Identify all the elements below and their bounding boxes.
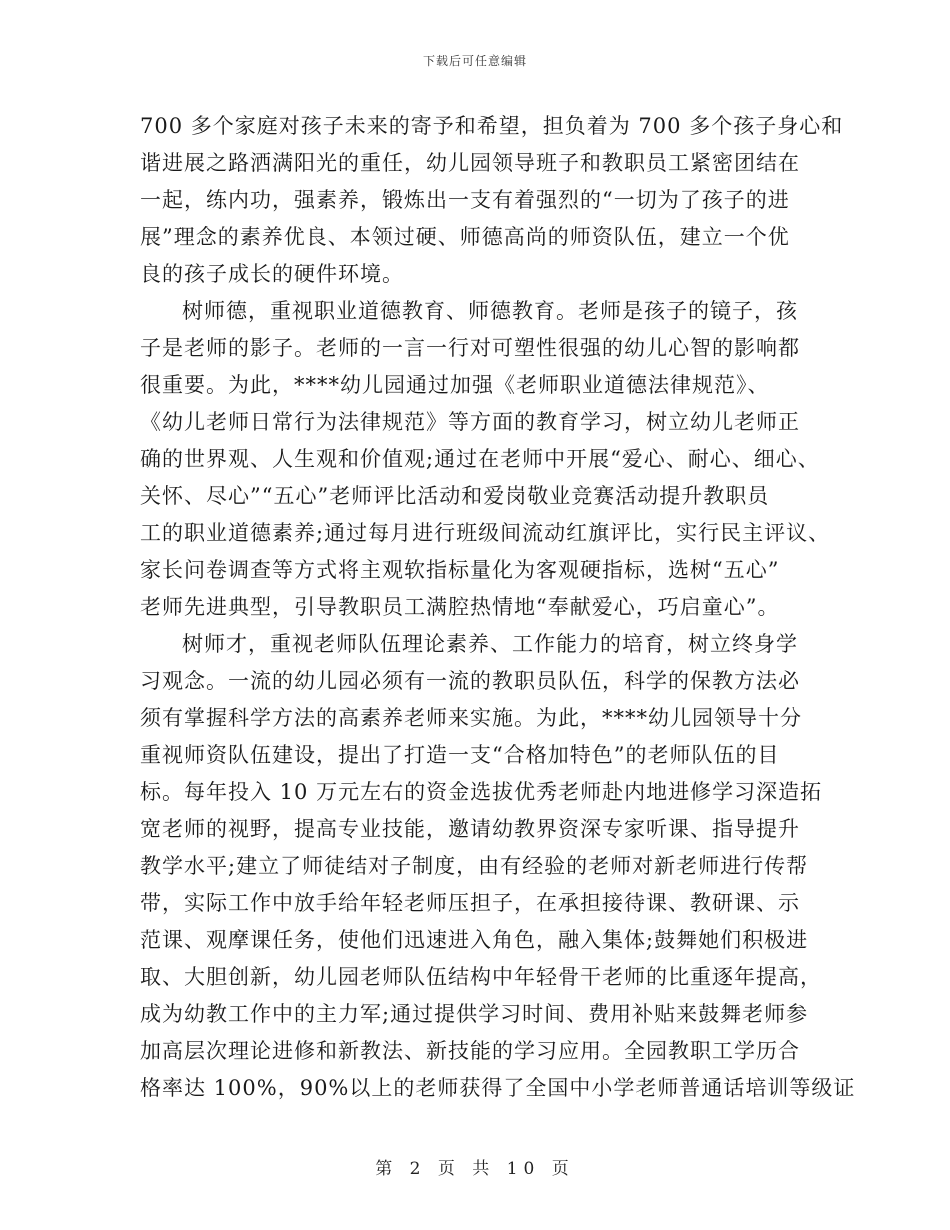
body-text [140,108,856,1107]
text-line: 很重要。为此，****幼儿园通过加强《老师职业道德法律规范》、 [140,373,770,397]
text-line: 确的世界观、人生观和价值观;通过在老师中开展“爱心、耐心、细心、 [140,447,820,471]
text-line: 家长问卷调查等方式将主观软指标量化为客观硬指标，选树“五心” [140,558,780,582]
text-line: 取、大胆创新，幼儿园老师队伍结构中年轻骨干老师的比重逐年提高， [140,965,822,989]
text-line: 谐进展之路洒满阳光的重任，幼儿园领导班子和教职员工紧密团结在 [140,151,800,175]
text-line: 一起，练内功，强素养，锻炼出一支有着强烈的“一切为了孩子的进 [140,188,790,212]
text-line: 子是老师的影子。老师的一言一行对可塑性很强的幼儿心智的影响都 [140,336,800,360]
text-line: 工的职业道德素养;通过每月进行班级间流动红旗评比，实行民主评议、 [140,521,831,545]
text-line: 《幼儿老师日常行为法律规范》等方面的教育学习，树立幼儿老师正 [140,410,800,434]
text-line: 良的孩子成长的硬件环境。 [140,262,404,286]
text-line: 700 多个家庭对孩子未来的寄予和希望，担负着为 700 多个孩子身心和 [140,114,844,138]
text-line: 展”理念的素养优良、本领过硬、师德高尚的师资队伍，建立一个优 [140,225,790,249]
text-line: 范课、观摩课任务，使他们迅速进入角色，融入集体;鼓舞她们积极进 [140,928,809,952]
text-line: 须有掌握科学方法的高素养老师来实施。为此，****幼儿园领导十分 [140,706,802,730]
text-line: 习观念。一流的幼儿园必须有一流的教职员队伍，科学的保教方法必 [140,669,800,693]
page-number: 第 2 页 共 10 页 [375,1159,575,1179]
text-line: 宽老师的视野，提高专业技能，邀请幼教界资深专家听课、指导提升 [140,817,800,841]
text-line: 成为幼教工作中的主力军;通过提供学习时间、费用补贴来鼓舞老师参 [140,1002,809,1026]
text-line: 关怀、尽心”“五心”老师评比活动和爱岗敬业竞赛活动提升教职员 [140,484,770,508]
text-line: 加高层次理论进修和新教法、新技能的学习应用。全园教职工学历合 [140,1039,800,1063]
paragraph-start-line: 树师才，重视老师队伍理论素养、工作能力的培育，树立终身学 [182,632,798,656]
text-line: 格率达 100%，90%以上的老师获得了全国中小学老师普通话培训等级证 [140,1076,856,1100]
text-line: 带，实际工作中放手给年轻老师压担子，在承担接待课、教研课、示 [140,891,800,915]
text-line: 教学水平;建立了师徒结对子制度，由有经验的老师对新老师进行传帮 [140,854,809,878]
paragraph-start-line: 树师德，重视职业道德教育、师德教育。老师是孩子的镜子，孩 [182,299,798,323]
text-line: 老师先进典型，引导教职员工满腔热情地“奉献爱心，巧启童心”。 [140,595,780,619]
header-note: 下载后可任意编辑 [422,54,527,68]
text-line: 标。每年投入 10 万元左右的资金选拔优秀老师赴内地进修学习深造拓 [140,780,823,804]
text-line: 重视师资队伍建设，提出了打造一支“合格加特色”的老师队伍的目 [140,743,780,767]
